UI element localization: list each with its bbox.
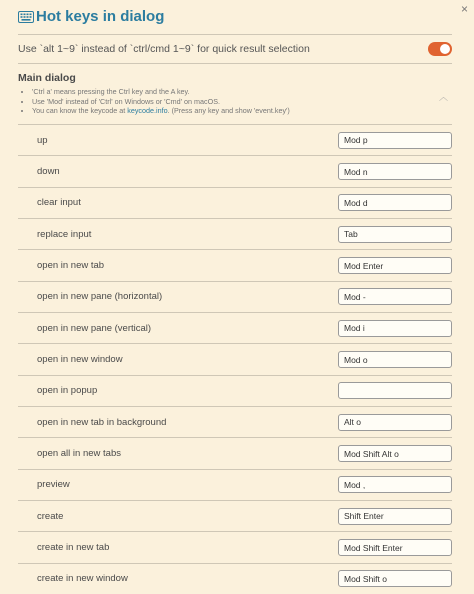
hotkey-row [18,124,452,155]
keyboard-icon [18,11,34,23]
hotkey-label: open in new pane (vertical) [37,322,152,334]
hotkey-label: open in new window [37,354,123,366]
hotkey-input[interactable] [338,570,452,587]
hotkey-input[interactable] [338,132,452,149]
hotkey-row [18,343,452,374]
hotkey-label: open in new tab [37,260,105,272]
divider [18,34,452,35]
hotkey-row [18,218,452,249]
hotkey-row [18,469,452,500]
hotkey-input[interactable] [338,288,452,305]
keycode-link[interactable]: keycode.info [127,106,168,115]
hotkey-row [18,155,452,186]
section-title-main-dialog: Main dialog [18,72,76,84]
hotkey-row [18,187,452,218]
hotkey-label: open in popup [37,385,98,397]
hotkey-input[interactable] [338,320,452,337]
hotkey-row [18,312,452,343]
hotkey-input[interactable] [338,508,452,525]
alt-selection-label: Use `alt 1~9` instead of `ctrl/cmd 1~9` for quick result selection [18,43,310,55]
hotkey-input[interactable] [338,476,452,493]
hotkey-input[interactable] [338,257,452,274]
alt-selection-toggle[interactable] [428,42,452,56]
note-item [32,106,452,116]
hotkey-input[interactable] [338,163,452,180]
hotkey-label: clear input [37,197,81,209]
divider [18,63,452,64]
hotkey-row [18,563,452,594]
hotkey-row [18,500,452,531]
hotkey-input[interactable] [338,539,452,556]
hotkey-list [18,124,452,594]
page-title: Hot keys in dialog [36,8,165,25]
hotkey-label: open all in new tabs [37,448,121,460]
hotkey-label: down [37,166,60,178]
hotkey-label: open in new tab in background [37,416,167,428]
hotkey-row [18,406,452,437]
chevron-up-icon[interactable]: ︿ [438,92,448,102]
note-text: You can know the keycode at [32,106,126,115]
hotkey-input[interactable] [338,226,452,243]
hotkey-notes [18,87,452,116]
hotkey-input[interactable] [338,382,452,399]
hotkey-label: up [37,134,48,146]
hotkey-row [18,531,452,562]
page-title-row [18,8,164,25]
hotkey-row [18,375,452,406]
hotkey-input[interactable] [338,194,452,211]
hotkey-label: open in new pane (horizontal) [37,291,163,303]
hotkey-label: replace input [37,228,92,240]
note-item: • 'Ctrl a' means pressing the Ctrl key and the A key. [32,87,452,97]
hotkey-label: preview [37,479,70,491]
close-icon[interactable]: × [460,2,468,16]
hotkey-row [18,281,452,312]
hotkey-row [18,437,452,468]
hotkey-label: create in new window [37,573,128,585]
hotkey-input[interactable] [338,445,452,462]
alt-selection-setting [18,38,452,60]
hotkey-label: create [37,510,64,522]
hotkey-input[interactable] [338,351,452,368]
note-text: . (Press any key and show 'event.key') [167,106,290,115]
note-item: • Use 'Mod' instead of 'Ctrl' on Windows or 'Cmd' on macOS. [32,97,452,107]
toggle-knob [440,44,450,54]
hotkey-row [18,249,452,280]
hotkey-label: create in new tab [37,542,110,554]
hotkey-input[interactable] [338,414,452,431]
